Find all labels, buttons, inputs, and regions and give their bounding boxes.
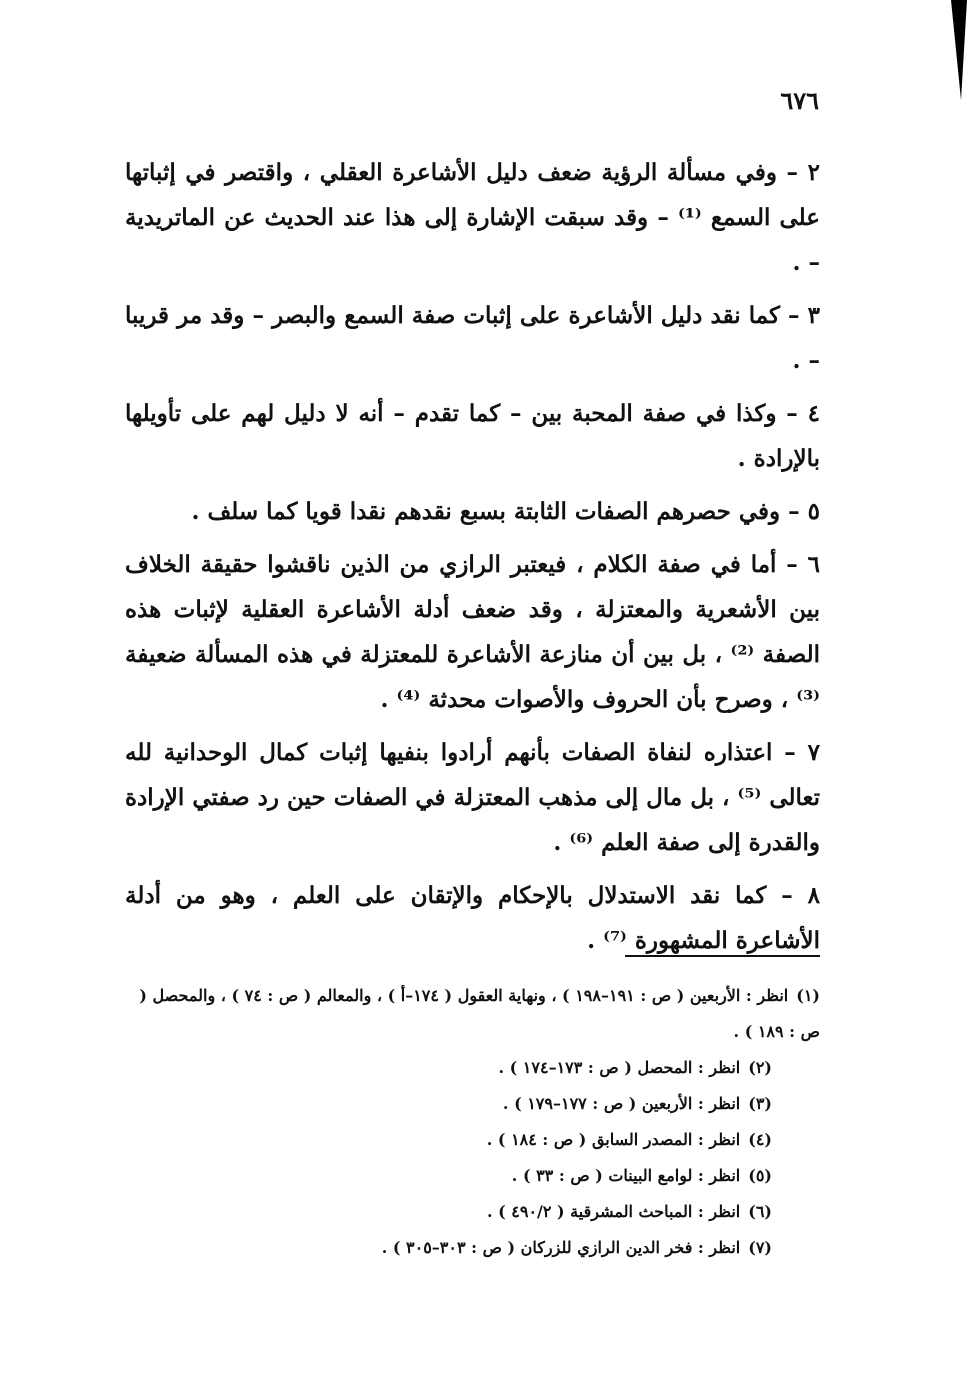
footnote-text: انظر : لوامع البينات ( ص : ٣٣ ) . <box>511 1166 741 1185</box>
footnote-2 <box>125 1050 820 1086</box>
page-edge-mark <box>951 0 967 100</box>
paragraph-7: ٧ – اعتذاره لنفاة الصفات بأنهم أرادوا بنفيها إثبات كمال الوحدانية لله تعالى ⁽⁵⁾ ، بل مال إلى مذهب المعتزلة في الصفات حين رد صفتي الإرادة والقدرة إلى صفة العلم ⁽⁶⁾ . <box>125 739 821 856</box>
footnote-divider <box>625 955 820 957</box>
footnote-6 <box>125 1194 820 1230</box>
footnotes <box>125 978 820 1266</box>
page-number: ٦٧٦ <box>780 86 819 115</box>
footnote-text: انظر : المصدر السابق ( ص : ١٨٤ ) . <box>486 1130 741 1149</box>
body-text <box>125 150 820 971</box>
footnote-text: انظر : الأربعين ( ص : ١٩١–١٩٨ ) ، ونهاية العقول ( ١٧٤–أ ) ، والمعالم ( ص : ٧٤ ) ، والمحصل ( ص : ١٨٩ ) . <box>139 986 820 1041</box>
paragraph-3: ٣ – كما نقد دليل الأشاعرة على إثبات صفة السمع والبصر – وقد مر قريبا – . <box>125 302 820 374</box>
footnote-number: (٥) <box>748 1166 772 1185</box>
footnote-text: انظر : الأربعين ( ص : ١٧٧–١٧٩ ) . <box>502 1094 741 1113</box>
footnote-4 <box>125 1122 820 1158</box>
paragraph-8: ٨ – كما نقد الاستدلال بالإحكام والإتقان على العلم ، وهو من أدلة الأشاعرة المشهورة ⁽⁷⁾ . <box>125 882 820 954</box>
paragraph-2: ٢ – وفي مسألة الرؤية ضعف دليل الأشاعرة العقلي ، واقتصر في إثباتها على السمع ⁽¹⁾ – وقد سبقت الإشارة إلى هذا عند الحديث عن الماتريدية – . <box>125 159 820 276</box>
footnote-number: (٢) <box>748 1058 772 1077</box>
footnote-number: (٣) <box>748 1094 772 1113</box>
footnote-number: (٤) <box>748 1130 772 1149</box>
footnote-number: (٧) <box>748 1238 772 1257</box>
footnote-number: (١) <box>796 986 820 1005</box>
footnote-text: انظر : فخر الدين الرازي للزركان ( ص : ٣٠٣–٣٠٥ ) . <box>381 1238 741 1257</box>
footnote-3 <box>125 1086 820 1122</box>
footnote-5 <box>125 1158 820 1194</box>
paragraph-4: ٤ – وكذا في صفة المحبة بين – كما تقدم – أنه لا دليل لهم على تأويلها بالإرادة . <box>125 400 820 472</box>
footnote-number: (٦) <box>748 1202 772 1221</box>
footnote-text: انظر : المحصل ( ص : ١٧٣–١٧٤ ) . <box>498 1058 741 1077</box>
footnote-1 <box>125 978 820 1050</box>
paragraph-5: ٥ – وفي حصرهم الصفات الثابتة بسبع نقدهم نقدا قويا كما سلف . <box>191 498 820 525</box>
footnote-7 <box>125 1230 820 1266</box>
paragraph-6: ٦ – أما في صفة الكلام ، فيعتبر الرازي من الذين ناقشوا حقيقة الخلاف بين الأشعرية والمعتزلة ، وقد ضعف أدلة الأشاعرة العقلية لإثبات هذه الصفة ⁽²⁾ ، بل بين أن منازعة الأشاعرة للمعتزلة في هذه المسألة ضعيفة ⁽³⁾ ، وصرح بأن الحروف والأصوات محدثة ⁽⁴⁾ . <box>125 551 820 713</box>
footnote-text: انظر : المباحث المشرقية ( ٤٩٠/٢ ) . <box>486 1202 741 1221</box>
